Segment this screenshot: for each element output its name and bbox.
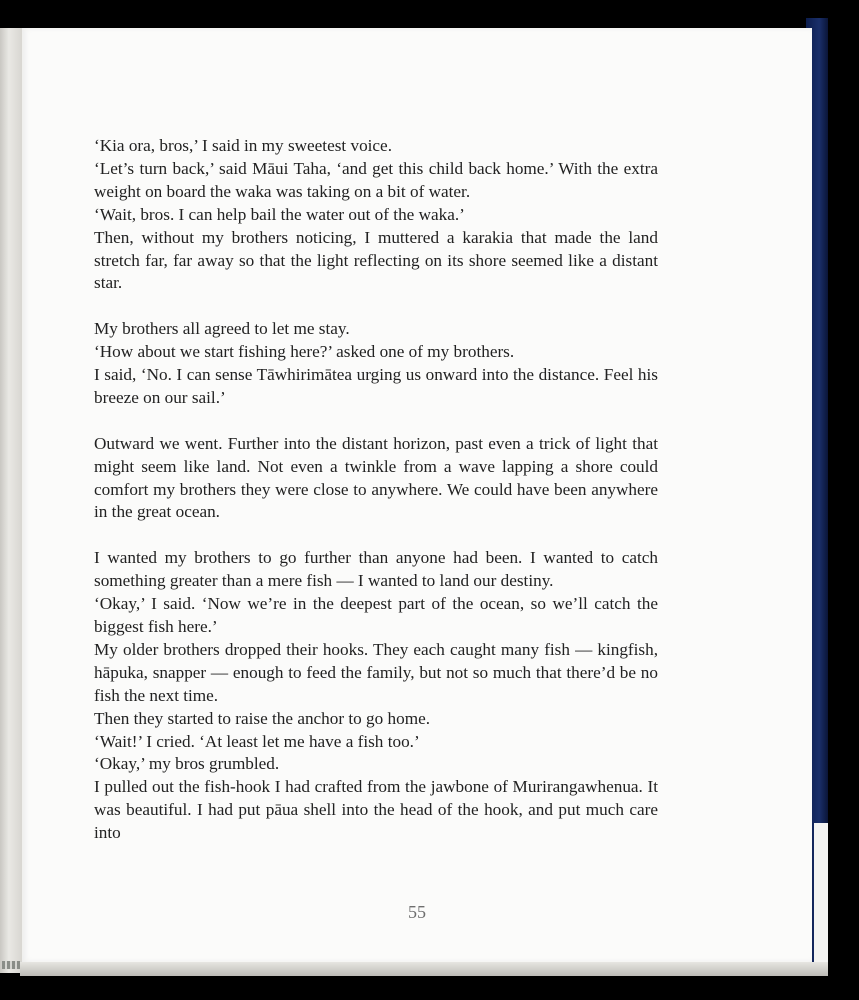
text-line: might seem like land. Not even a twinkle from a wave lapping a shore could	[94, 456, 658, 476]
text-line: Then, without my brothers noticing, I muttered a karakia that made the land	[94, 227, 658, 247]
paragraph-gap	[94, 295, 658, 318]
text-line: ‘Let’s turn back,’ said Māui Taha, ‘and get this child back home.’ With the extra	[94, 158, 658, 178]
text-line: I said, ‘No. I can sense Tāwhirimātea urging us onward into the distance. Feel his	[94, 365, 658, 385]
page-number: 55	[408, 902, 426, 922]
text-line: ‘How about we start fishing here?’ asked one of my brothers.	[94, 342, 515, 362]
text-line: biggest fish here.’	[94, 616, 218, 636]
text-line: in the great ocean.	[94, 502, 220, 522]
text-line: ‘Okay,’ my bros grumbled.	[94, 754, 280, 774]
text-line: I pulled out the fish-hook I had crafted from the jawbone of Murirangawhenua. It	[94, 777, 658, 797]
text-line: ‘Kia ora, bros,’ I said in my sweetest voice.	[94, 136, 392, 155]
text-line: breeze on our sail.’	[94, 387, 226, 407]
cover-tab	[814, 823, 828, 973]
body-text	[94, 135, 658, 845]
left-page-edge	[0, 28, 22, 973]
paragraph-gap	[94, 410, 658, 433]
text-line: ‘Wait!’ I cried. ‘At least let me have a fish too.’	[94, 731, 420, 751]
paragraph-gap	[94, 524, 658, 547]
text-line: something greater than a mere fish — I wanted to land our destiny.	[94, 571, 554, 591]
text-line: star.	[94, 273, 123, 293]
text-line: My older brothers dropped their hooks. They each caught many fish — kingfish,	[94, 639, 658, 659]
book-page	[22, 28, 812, 962]
text-line: I wanted my brothers to go further than anyone had been. I wanted to catch	[94, 548, 658, 568]
text-line: Outward we went. Further into the distant horizon, past even a trick of light that	[94, 433, 658, 453]
text-line: ‘Wait, bros. I can help bail the water out of the waka.’	[94, 204, 465, 224]
text-line: ‘Okay,’ I said. ‘Now we’re in the deepest part of the ocean, so we’ll catch the	[94, 594, 658, 614]
text-line: Then they started to raise the anchor to go home.	[94, 708, 431, 728]
text-line: hāpuka, snapper — enough to feed the family, but not so much that there’d be no	[94, 662, 658, 682]
text-line: fish the next time.	[94, 685, 219, 705]
text-line: weight on board the waka was taking on a bit of water.	[94, 181, 471, 201]
text-line: was beautiful. I had put pāua shell into the head of the hook, and put much care into	[94, 800, 658, 843]
text-line: My brothers all agreed to let me stay.	[94, 319, 350, 339]
text-line: stretch far, far away so that the light reflecting on its shore seemed like a distant	[94, 250, 658, 270]
text-line: comfort my brothers they were close to anywhere. We could have been anywhere	[94, 479, 658, 499]
book-bottom-edge	[20, 962, 828, 976]
